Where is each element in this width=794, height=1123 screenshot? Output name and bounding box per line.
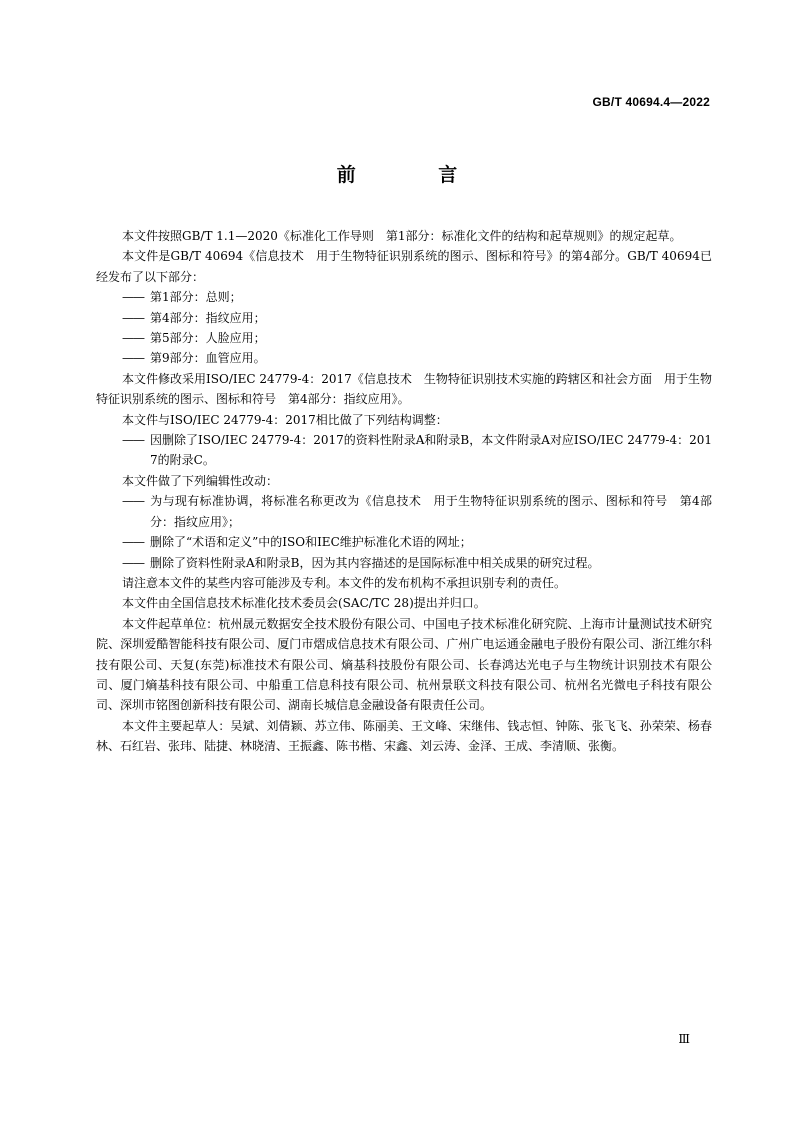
dash-marker: —— (122, 433, 144, 448)
dash-marker: —— (122, 555, 144, 570)
paragraph-adoption: 本文件修改采用ISO/IEC 24779-4：2017《信息技术 生物特征识别技术实施的跨辖区和社会方面 用于生物特征识别系统的图示、图标和符号 第4部分：指纹应用》。 (96, 371, 712, 407)
list-item: —— 删除了资料性附录A和附录B，因为其内容描述的是国际标准中相关成果的研究过程。 (96, 553, 712, 573)
paragraph-editorial-intro: 本文件做了下列编辑性改动： (122, 473, 279, 488)
list-item: —— 第4部分：指纹应用； (96, 308, 712, 328)
paragraph-drafting-rules: 本文件按照GB/T 1.1—2020《标准化工作导则 第1部分：标准化文件的结构和起草规则》的规定起草。 (122, 229, 682, 243)
list-item: —— 第9部分：血管应用。 (96, 348, 712, 368)
dash-marker: —— (122, 351, 144, 366)
dash-marker: —— (122, 310, 144, 325)
dash-marker: —— (122, 290, 144, 305)
list-item: —— 第5部分：人脸应用； (96, 328, 712, 348)
list-item: —— 第1部分：总则； (96, 287, 712, 307)
paragraph-patent-notice: 请注意本文件的某些内容可能涉及专利。本文件的发布机构不承担识别专利的责任。 (122, 575, 567, 590)
paragraph-structural-intro: 本文件与ISO/IEC 24779-4：2017相比做了下列结构调整： (122, 412, 448, 427)
list-item: —— 删除了“术语和定义”中的ISO和IEC维护标准化术语的网址； (96, 532, 712, 552)
foreword-body (96, 226, 712, 757)
paragraph-series-intro: 本文件是GB/T 40694《信息技术 用于生物特征识别系统的图示、图标和符号》的第4部分。GB/T 40694已经发布了以下部分： (96, 249, 712, 284)
paragraph-proposer: 本文件由全国信息技术标准化技术委员会(SAC/TC 28)提出并归口。 (122, 596, 486, 611)
dash-marker: —— (122, 535, 144, 550)
page-number: Ⅲ (678, 1032, 690, 1046)
list-item: —— 因删除了ISO/IEC 24779-4：2017的资料性附录A和附录B，本文件附录A对应ISO/IEC 24779-4：2017的附录C。 (96, 430, 712, 471)
paragraph-drafters: 本文件主要起草人：吴斌、刘倩颖、苏立伟、陈丽美、王文峰、宋继伟、钱志恒、钟陈、张飞飞、孙荣荣、杨春林、石红岩、张玮、陆捷、林晓清、王振鑫、陈书楷、宋鑫、刘云涛、金泽、王成、李清顺、张衡。 (96, 718, 712, 754)
paragraph-drafting-units: 本文件起草单位：杭州晟元数据安全技术股份有限公司、中国电子技术标准化研究院、上海市计量测试技术研究院、深圳爱酷智能科技有限公司、厦门市熠成信息技术有限公司、广州广电运通金融电子股份有限公司、浙江维尔科技有限公司、天复(东莞)标准技术有限公司、熵基科技股份有限公司、长春鸿达光电子与生物统计识别技术有限公司、厦门熵基科技有限公司、中船重工信息科技有限公司、杭州景联文科技有限公司、杭州名光微电子科技有限公司、深圳市铭图创新科技有限公司、湖南长城信息金融设备有限责任公司。 (96, 616, 712, 713)
page-title: 前 言 (336, 164, 496, 186)
dash-marker: —— (122, 331, 144, 346)
standard-code: GB/T 40694.4—2022 (592, 95, 710, 109)
list-item: —— 为与现有标准协调，将标准名称更改为《信息技术 用于生物特征识别系统的图示、图标和符号 第4部分：指纹应用》； (96, 491, 712, 532)
dash-marker: —— (122, 494, 144, 509)
